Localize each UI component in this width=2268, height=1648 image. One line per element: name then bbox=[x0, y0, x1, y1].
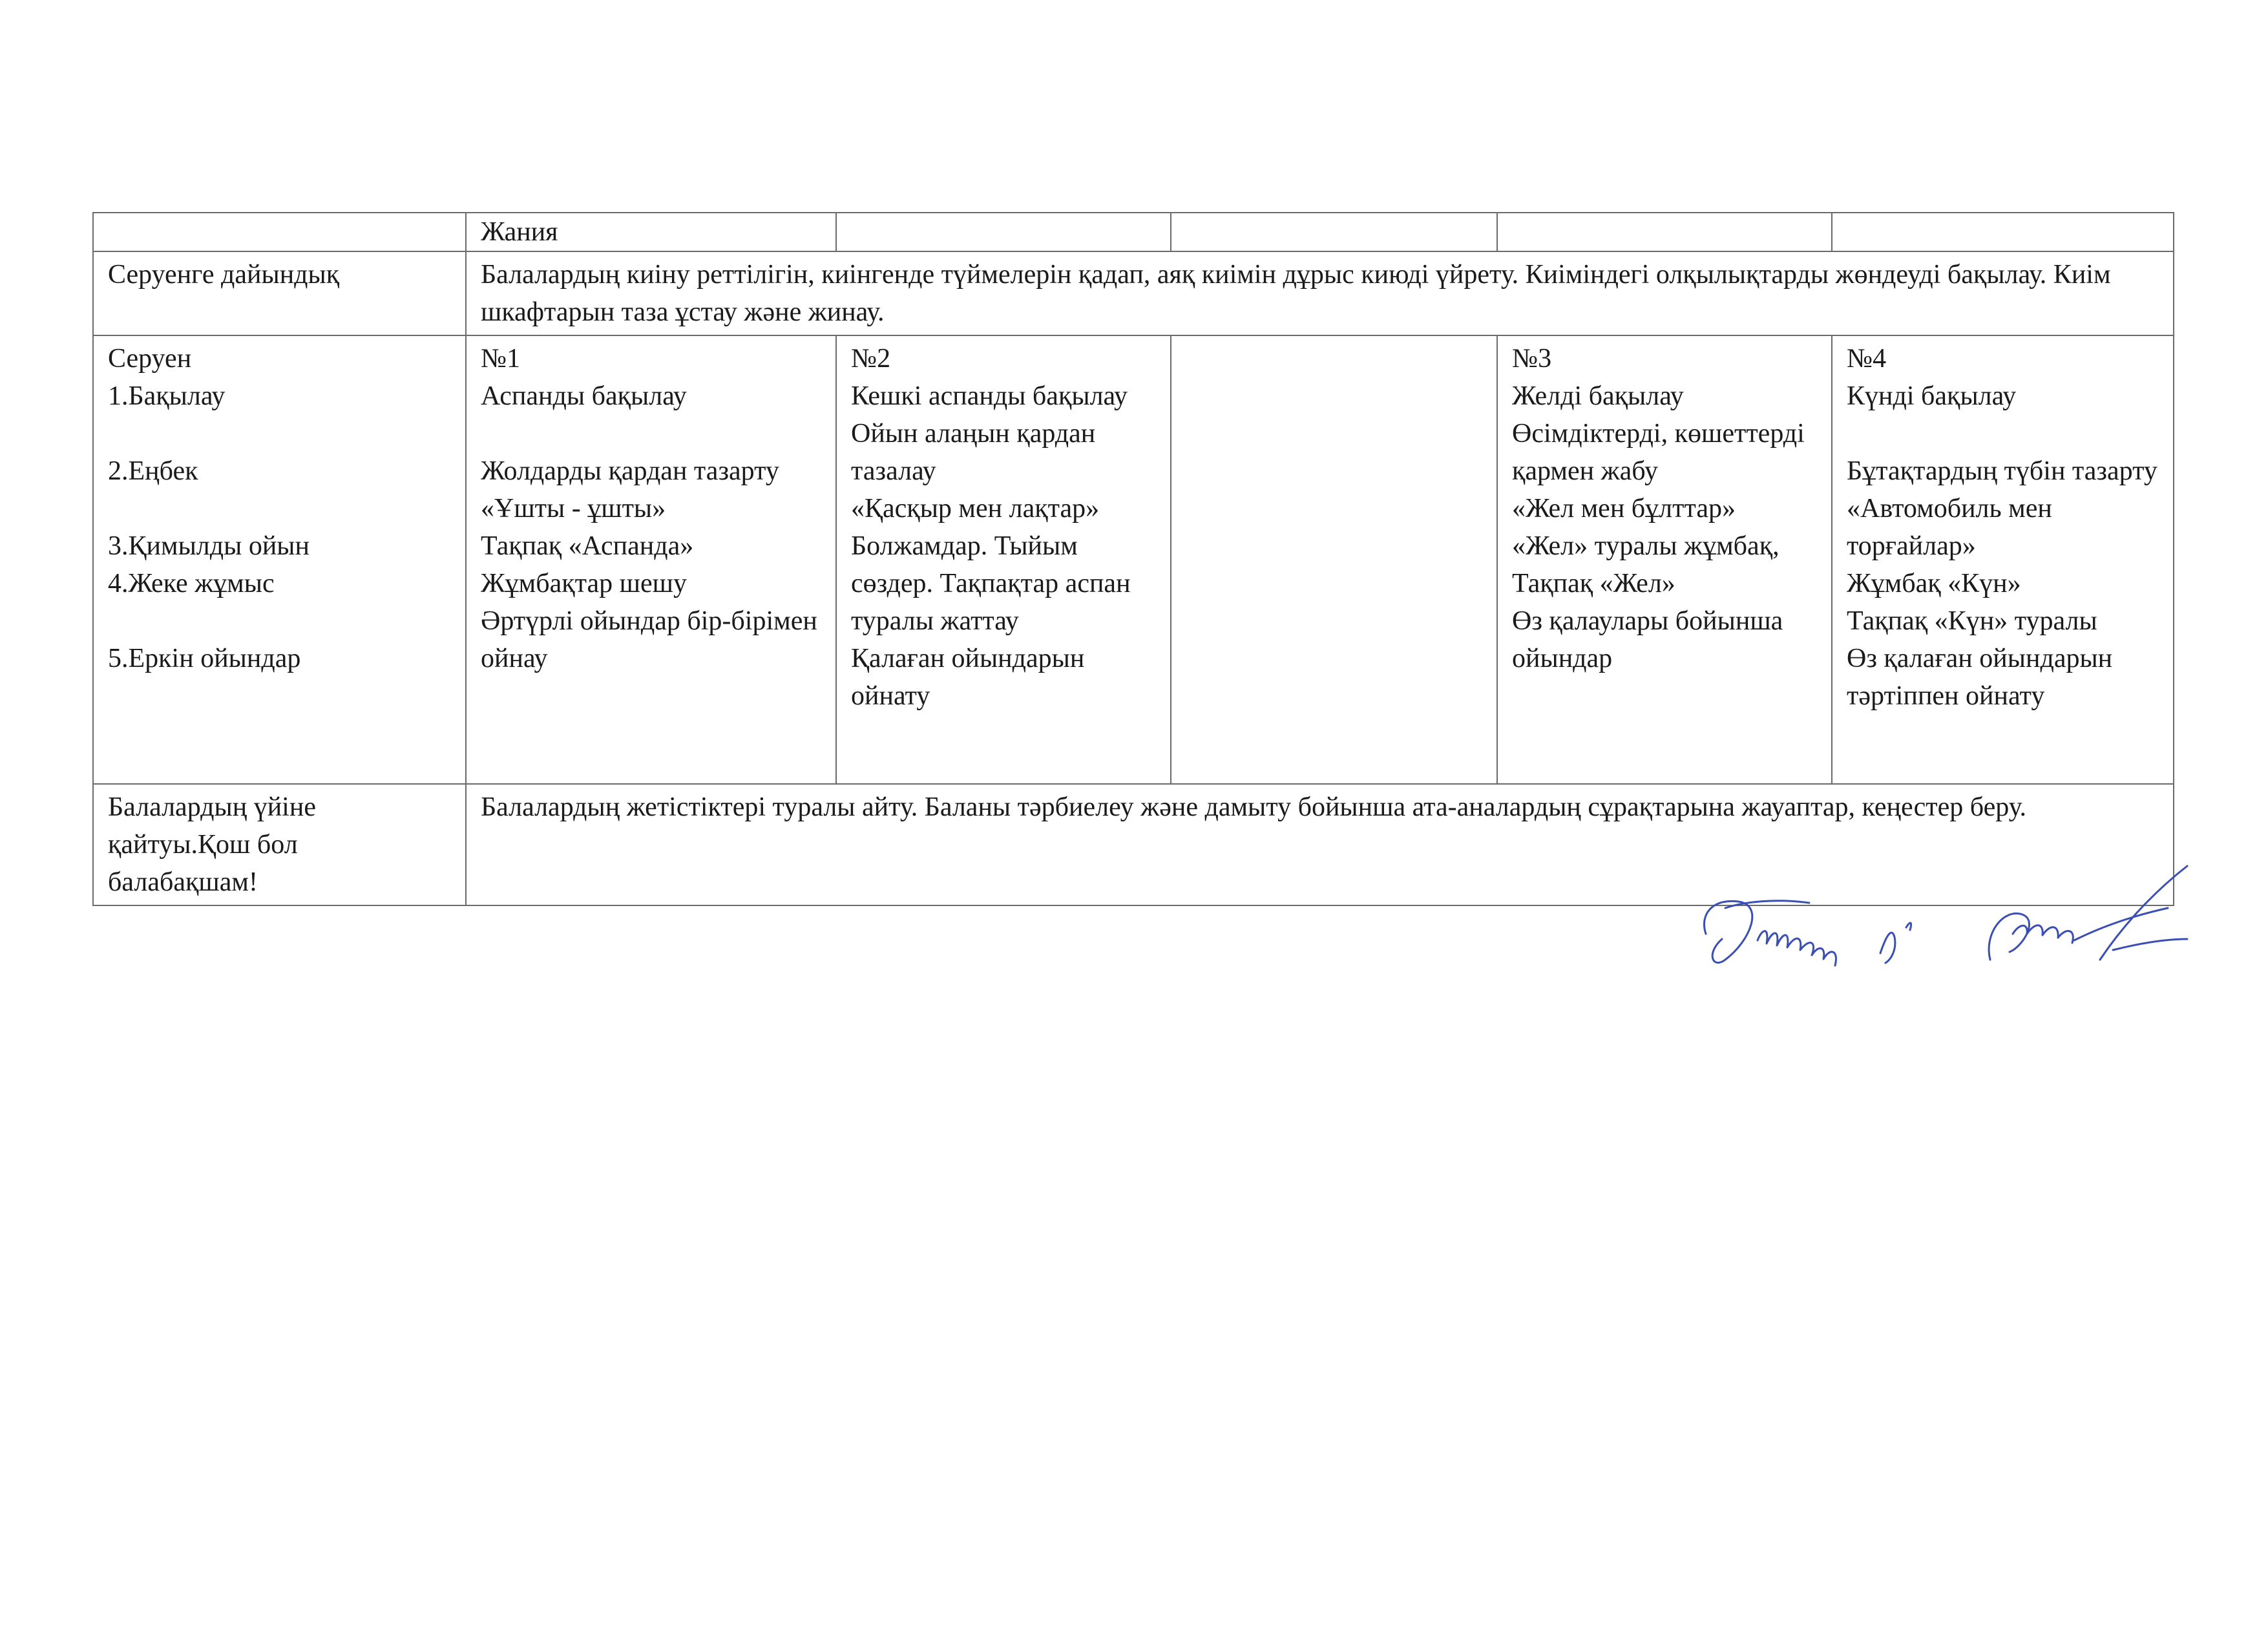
header-cell bbox=[836, 213, 1171, 251]
home-text: Балалардың жетістіктері туралы айту. Баланы тәрбиелеу және дамыту бойынша ата-аналардың сұрақтарына жауаптар, кеңестер беру. bbox=[466, 784, 2174, 905]
walk-plan-empty bbox=[1171, 335, 1497, 784]
prep-row bbox=[93, 251, 2174, 335]
prep-text: Балалардың киіну реттілігін, киінгенде түймелерін қадап, аяқ киімін дұрыс киюді үйрету. Киіміндегі олқылықтарды жөндеуді бақылау. Киім шкафтарын таза ұстау және жинау. bbox=[466, 251, 2174, 335]
signature-strokes bbox=[1704, 866, 2187, 966]
header-cell bbox=[1171, 213, 1497, 251]
walk-plan-4: №4 Күнді бақылау Бұтақтардың түбін тазарту «Автомобиль мен торғайлар» Жұмбақ «Күн» Тақпақ «Күн» туралы Өз қалаған ойындарын тәртіппен ойнату bbox=[1832, 335, 2174, 784]
header-cell bbox=[1832, 213, 2174, 251]
header-row bbox=[93, 213, 2174, 251]
header-cell-empty bbox=[93, 213, 466, 251]
signature-image bbox=[1686, 863, 2190, 992]
prep-label: Серуенге дайындық bbox=[93, 251, 466, 335]
header-cell bbox=[1497, 213, 1832, 251]
walk-row bbox=[93, 335, 2174, 784]
walk-plan-3: №3 Желді бақылау Өсімдіктерді, көшеттерді қармен жабу «Жел мен бұлттар» «Жел» туралы жұмбақ, Тақпақ «Жел» Өз қалаулары бойынша ойындар bbox=[1497, 335, 1832, 784]
walk-plan-1: №1 Аспанды бақылау Жолдарды қардан тазарту «Ұшты - ұшты» Тақпақ «Аспанда» Жұмбақтар шешу Әртүрлі ойындар бір-бірімен ойнау bbox=[466, 335, 836, 784]
header-cell-name: Жания bbox=[466, 213, 836, 251]
home-label: Балалардың үйіне қайтуы.Қош бол балабақшам! bbox=[93, 784, 466, 905]
daily-plan-table bbox=[92, 212, 2174, 906]
walk-plan-2: №2 Кешкі аспанды бақылау Ойын алаңын қардан тазалау «Қасқыр мен лақтар» Болжамдар. Тыйым сөздер. Тақпақтар аспан туралы жаттау Қалаған ойындарын ойнату bbox=[836, 335, 1171, 784]
walk-labels: Серуен 1.Бақылау 2.Еңбек 3.Қимылды ойын 4.Жеке жұмыс 5.Еркін ойындар bbox=[93, 335, 466, 784]
